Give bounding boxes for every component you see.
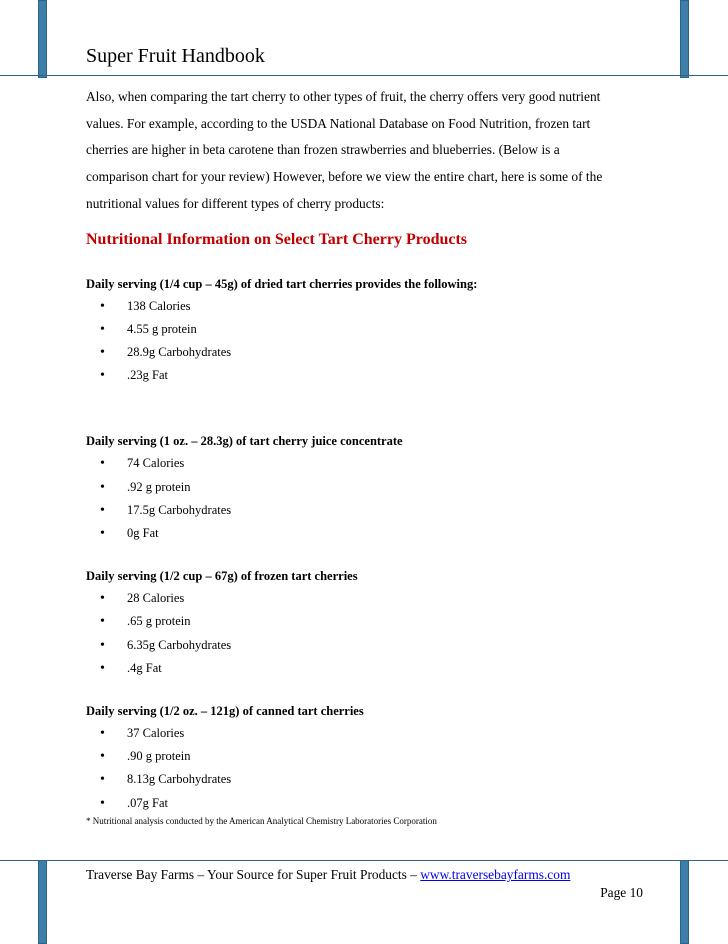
nutrition-block-frozen xyxy=(86,567,656,680)
list-item: • 74 Calories xyxy=(100,452,656,475)
right-bottom-accent-bar xyxy=(680,860,689,944)
list-item: • .90 g protein xyxy=(100,745,656,768)
left-bottom-accent-bar xyxy=(38,860,47,944)
block-title: Daily serving (1/4 cup – 45g) of dried tart cherries provides the following: xyxy=(86,276,478,291)
block-title: Daily serving (1/2 cup – 67g) of frozen tart cherries xyxy=(86,569,358,584)
list-item: • 28 Calories xyxy=(100,587,656,610)
nutrition-block-juice xyxy=(86,432,656,545)
page-title: Super Fruit Handbook xyxy=(86,45,265,67)
page-number: Page 10 xyxy=(600,885,643,900)
nutrition-block-canned xyxy=(86,702,656,815)
block-title: Daily serving (1 oz. – 28.3g) of tart cherry juice concentrate xyxy=(86,434,403,449)
intro-line: values. For example, according to the USDA National Database on Food Nutrition, frozen tart xyxy=(86,115,591,131)
page-content xyxy=(86,84,656,827)
footnote: * Nutritional analysis conducted by the American Analytical Chemistry Laboratories Corporation xyxy=(86,815,437,826)
footer-rule xyxy=(0,860,728,861)
footer-text: Traverse Bay Farms – Your Source for Super Fruit Products – xyxy=(86,867,421,882)
fact-list xyxy=(86,587,656,680)
header-rule xyxy=(0,75,728,76)
block-title: Daily serving (1/2 oz. – 121g) of canned tart cherries xyxy=(86,703,364,718)
footer-website-link[interactable]: www.traversebayfarms.com xyxy=(420,867,571,882)
fact-list xyxy=(86,452,656,545)
right-top-accent-bar xyxy=(680,0,689,78)
list-item: • .07g Fat xyxy=(100,792,656,815)
list-item: • .92 g protein xyxy=(100,476,656,499)
list-item: • 8.13g Carbohydrates xyxy=(100,768,656,791)
list-item: • 4.55 g protein xyxy=(100,318,656,341)
list-item: • 37 Calories xyxy=(100,722,656,745)
list-item: • .4g Fat xyxy=(100,657,656,680)
intro-line: Also, when comparing the tart cherry to other types of fruit, the cherry offers very good nutrient xyxy=(86,89,601,104)
list-item: • 0g Fat xyxy=(100,522,656,545)
footer xyxy=(86,866,646,884)
list-item: • 28.9g Carbohydrates xyxy=(100,341,656,364)
nutrition-block-dried xyxy=(86,275,656,388)
intro-line: nutritional values for different types of cherry products: xyxy=(86,195,385,211)
list-item: • 6.35g Carbohydrates xyxy=(100,634,656,657)
list-item: • .23g Fat xyxy=(100,364,656,387)
list-item: • 138 Calories xyxy=(100,295,656,318)
intro-paragraph xyxy=(86,84,656,218)
section-heading: Nutritional Information on Select Tart Cherry Products xyxy=(86,230,468,248)
list-item: • .65 g protein xyxy=(100,610,656,633)
intro-line: comparison chart for your review) However, before we view the entire chart, here is some of the xyxy=(86,169,603,185)
fact-list xyxy=(86,295,656,388)
list-item: • 17.5g Carbohydrates xyxy=(100,499,656,522)
left-top-accent-bar xyxy=(38,0,47,78)
intro-line: cherries are higher in beta carotene than frozen strawberries and blueberries. (Below is a xyxy=(86,142,560,158)
fact-list xyxy=(86,722,656,815)
